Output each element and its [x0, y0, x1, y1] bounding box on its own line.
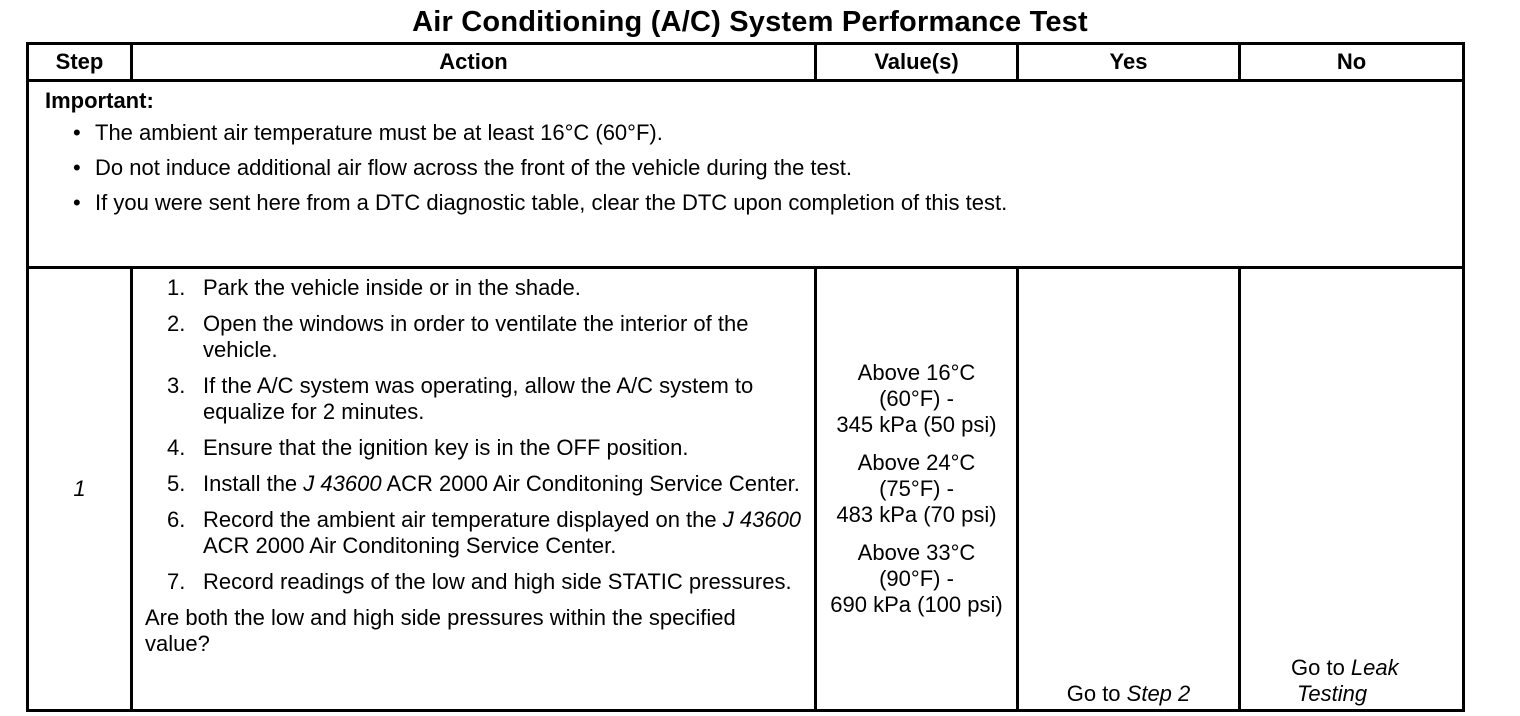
- step-number: 1: [28, 268, 132, 711]
- value-group: Above 33°C (90°F) - 690 kPa (100 psi): [830, 540, 1003, 617]
- step-question: Are both the low and high side pressures within the specified value?: [145, 605, 736, 656]
- action-item: 2. Open the windows in order to ventilate the interior of the vehicle.: [167, 311, 749, 362]
- important-list: [45, 120, 1462, 216]
- no-target-link[interactable]: Leak: [1350, 655, 1399, 680]
- values-cell: [816, 268, 1018, 711]
- page-title: Air Conditioning (A/C) System Performance Test: [412, 6, 1088, 38]
- action-list: [145, 275, 806, 595]
- important-bullet: • Do not induce additional air flow across the front of the vehicle during the test.: [73, 155, 852, 180]
- bullet-dot-icon: •: [73, 190, 81, 215]
- header-row: [28, 44, 1464, 81]
- action-cell: [132, 268, 816, 711]
- no-target-link-cont[interactable]: Testing: [1297, 681, 1368, 706]
- action-item: 6. Record the ambient air temperature displayed on the J 43600 ACR 2000 Air Conditoning Service Center.: [167, 507, 802, 558]
- value-group: Above 16°C (60°F) - 345 kPa (50 psi): [836, 360, 997, 437]
- important-bullet: • The ambient air temperature must be at least 16°C (60°F).: [73, 120, 663, 145]
- action-item: 4. Ensure that the ignition key is in the OFF position.: [167, 435, 689, 460]
- tool-reference: J 43600: [303, 471, 382, 496]
- important-cell: [28, 81, 1464, 268]
- header-yes: Yes: [1018, 44, 1240, 81]
- important-bullet: • If you were sent here from a DTC diagnostic table, clear the DTC upon completion of this test.: [73, 190, 1008, 215]
- header-step: Step: [28, 44, 132, 81]
- bullet-dot-icon: •: [73, 155, 81, 180]
- header-no: No: [1240, 44, 1464, 81]
- header-values: Value(s): [816, 44, 1018, 81]
- bullet-dot-icon: •: [73, 120, 81, 145]
- header-action: Action: [132, 44, 816, 81]
- performance-test-table: [26, 42, 1465, 712]
- tool-reference: J 43600: [722, 507, 802, 532]
- step-row: [28, 268, 1464, 711]
- important-label: Important:: [45, 88, 154, 113]
- value-group: Above 24°C (75°F) - 483 kPa (70 psi): [836, 450, 997, 527]
- important-row: [28, 81, 1464, 268]
- yes-cell: Go to Step 2: [1018, 268, 1240, 711]
- action-item: 7. Record readings of the low and high side STATIC pressures.: [167, 569, 792, 594]
- action-item: 1. Park the vehicle inside or in the shade.: [167, 275, 581, 300]
- action-item: 3. If the A/C system was operating, allow the A/C system to equalize for 2 minutes.: [167, 373, 754, 424]
- yes-target-link[interactable]: Step 2: [1126, 681, 1191, 706]
- no-cell: Go to Leak Testing: [1240, 268, 1464, 711]
- action-item: 5. Install the J 43600 ACR 2000 Air Conditoning Service Center.: [167, 471, 800, 496]
